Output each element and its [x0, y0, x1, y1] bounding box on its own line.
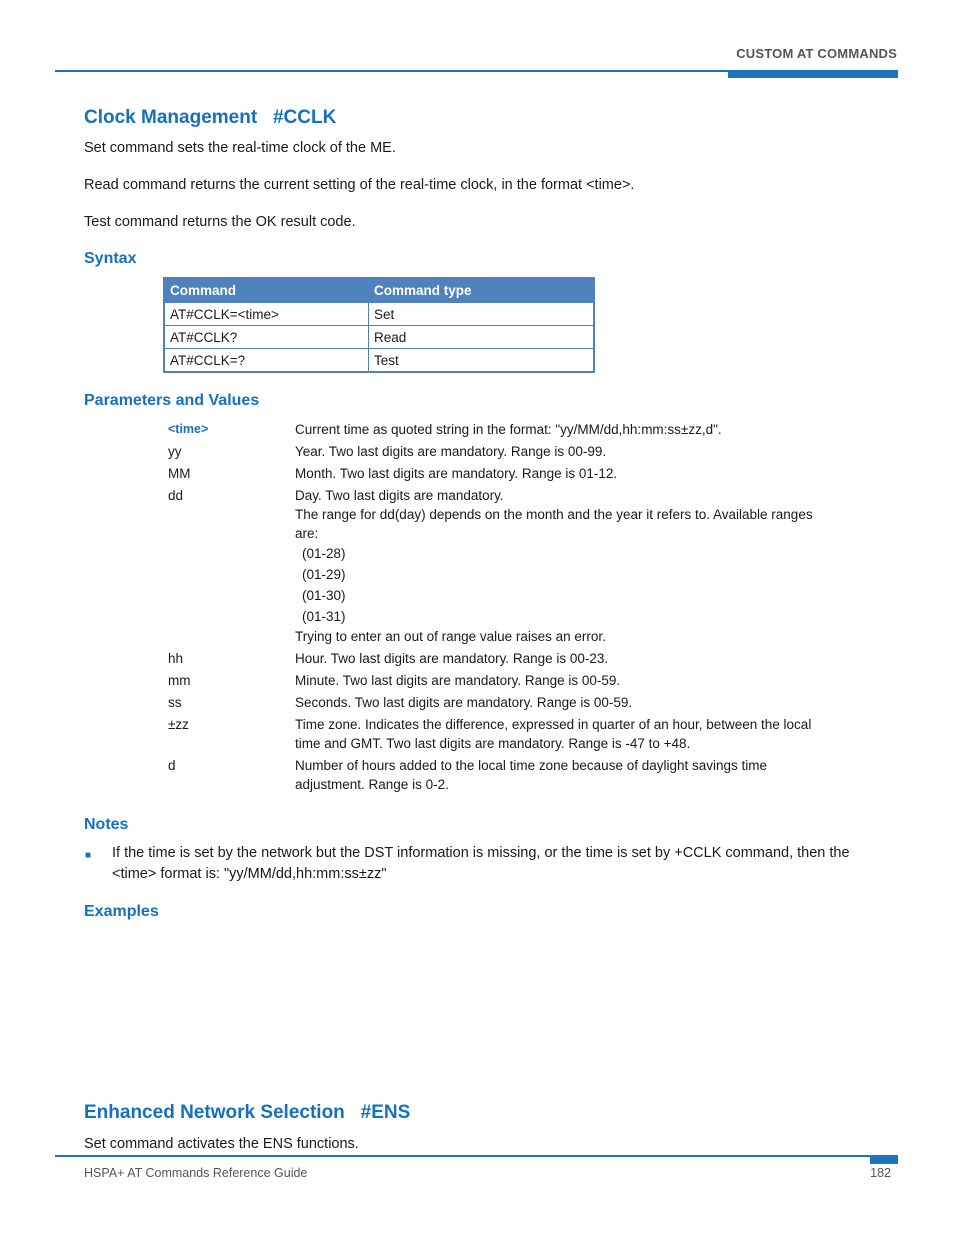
param-row-d: [168, 756, 828, 794]
footer-rule-accent: [870, 1155, 898, 1164]
param-name: ss: [168, 695, 182, 710]
param-desc: Time zone. Indicates the difference, expressed in quarter of an hour, between the local time and GMT. Two last digits are mandatory. Range is -47 to +48.: [295, 717, 812, 751]
param-desc: Seconds. Two last digits are mandatory. Range is 00-59.: [295, 695, 633, 710]
param-desc: Month. Two last digits are mandatory. Range is 01-12.: [295, 466, 618, 481]
table-row: [164, 349, 594, 373]
param-desc: Minute. Two last digits are mandatory. Range is 00-59.: [295, 673, 621, 688]
ens-title: Enhanced Network Selection #ENS: [84, 1102, 411, 1123]
command-cell: AT#CCLK=<time>: [164, 303, 369, 326]
day-range: (01-31): [302, 609, 346, 624]
note-text: If the time is set by the network but the DST information is missing, or the time is set by +CCLK command, then the <time> format is: "yy/MM/dd,hh:mm:ss±zz": [112, 845, 850, 882]
param-name: d: [168, 758, 176, 773]
param-row-yy: [168, 442, 828, 461]
footer-rule: [55, 1155, 898, 1157]
command-cell: AT#CCLK?: [164, 326, 369, 349]
day-range: (01-29): [302, 567, 346, 582]
param-name: <time>: [168, 422, 209, 436]
param-row-dd: [168, 486, 828, 646]
param-desc: Number of hours added to the local time zone because of daylight savings time adjustment. Range is 0-2.: [295, 758, 768, 792]
param-row-hh: [168, 649, 828, 668]
notes-heading: Notes: [84, 816, 129, 833]
syntax-table-header: [164, 278, 594, 303]
syntax-table: [163, 277, 595, 373]
param-row-zz: [168, 715, 828, 753]
cclk-intro-test: Test command returns the OK result code.: [84, 214, 356, 230]
running-header: CUSTOM AT COMMANDS: [736, 46, 897, 61]
param-desc: Hour. Two last digits are mandatory. Range is 00-23.: [295, 651, 609, 666]
syntax-heading: Syntax: [84, 250, 137, 267]
bullet-square-icon: ■: [85, 850, 92, 861]
header-rule-accent: [728, 70, 898, 78]
params-list: [168, 420, 828, 797]
param-desc: Year. Two last digits are mandatory. Range is 00-99.: [295, 444, 607, 459]
syntax-table-wrap: [163, 277, 595, 373]
page-number: 182: [870, 1166, 891, 1180]
param-desc: Trying to enter an out of range value raises an error.: [295, 629, 606, 644]
day-range: (01-30): [302, 588, 346, 603]
param-name: mm: [168, 673, 191, 688]
ens-intro: Set command activates the ENS functions.: [84, 1136, 359, 1152]
param-desc-group: [295, 486, 828, 646]
command-cell: AT#CCLK=?: [164, 349, 369, 373]
param-name: yy: [168, 444, 182, 459]
type-cell: Read: [369, 326, 595, 349]
col-type-header: Command type: [369, 278, 595, 303]
table-row: [164, 326, 594, 349]
day-range: (01-28): [302, 546, 346, 561]
table-row: [164, 303, 594, 326]
type-cell: Set: [369, 303, 595, 326]
cclk-intro-read: Read command returns the current setting of the real-time clock, in the format <time>.: [84, 177, 635, 193]
type-cell: Test: [369, 349, 595, 373]
param-row-ss: [168, 693, 828, 712]
footer-doc-title: HSPA+ AT Commands Reference Guide: [84, 1166, 308, 1180]
param-row-mm: [168, 671, 828, 690]
param-row-time: [168, 420, 828, 439]
param-desc: The range for dd(day) depends on the month and the year it refers to. Available ranges are:: [295, 507, 813, 541]
param-name: MM: [168, 466, 191, 481]
param-name: hh: [168, 651, 184, 666]
cclk-intro-set: Set command sets the real-time clock of the ME.: [84, 140, 396, 156]
params-heading: Parameters and Values: [84, 392, 260, 409]
param-desc: Day. Two last digits are mandatory.: [295, 488, 504, 503]
param-desc: Current time as quoted string in the format: "yy/MM/dd,hh:mm:ss±zz,d".: [295, 422, 722, 437]
col-command-header: Command: [164, 278, 369, 303]
param-row-MM: [168, 464, 828, 483]
param-name: dd: [168, 488, 184, 503]
param-name: ±zz: [168, 717, 189, 732]
cclk-title: Clock Management #CCLK: [84, 107, 337, 128]
examples-heading: Examples: [84, 903, 159, 920]
